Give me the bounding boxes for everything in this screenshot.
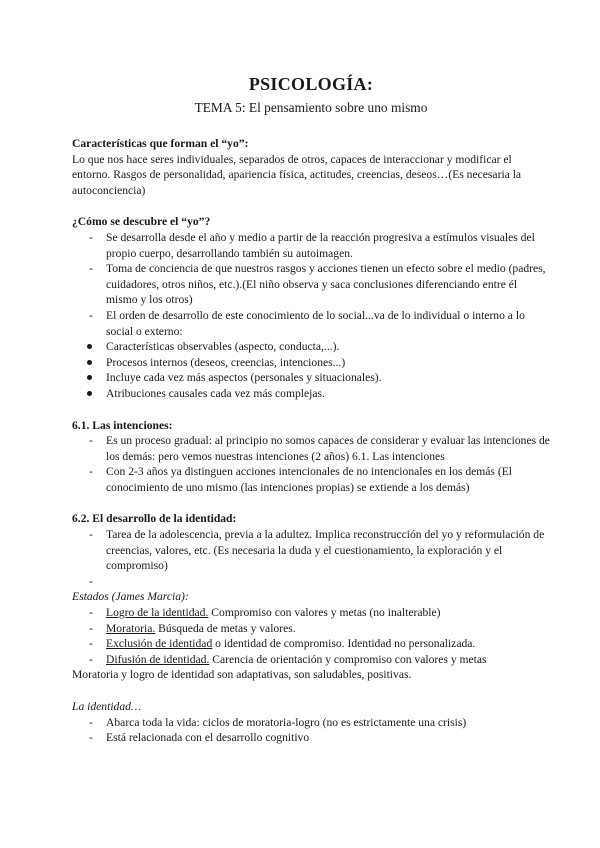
list-item	[72, 464, 550, 495]
section-intenciones	[72, 418, 550, 496]
list-item-text: Toma de conciencia de que nuestros rasgos y acciones tienen un efecto sobre el medio (padres, cuidadores, otros niños, etc.).(El niño observa y saca conclusiones diferenciando entre él mismo y los otros)	[106, 262, 546, 307]
dash-marker: -	[89, 308, 93, 322]
list-item	[72, 652, 550, 668]
list-item-text: Abarca toda la vida: ciclos de moratoria-logro (no es estrictamente una crisis)	[106, 715, 467, 729]
list-item-text: Está relacionada con el desarrollo cognitivo	[106, 731, 310, 745]
document-subtitle: TEMA 5: El pensamiento sobre uno mismo	[194, 100, 428, 115]
list-item	[72, 355, 550, 371]
bullet-icon	[87, 344, 92, 349]
dash-marker: -	[89, 434, 93, 448]
bullet-list	[72, 339, 550, 401]
list-item-text: Es un proceso gradual: al principio no somos capaces de considerar y evaluar las intenciones de los demás: pero vemos nuestras intenciones (2 años) 6.1. Las intenciones	[106, 434, 550, 463]
estado-term: Moratoria.	[106, 621, 156, 635]
dash-list	[72, 527, 550, 574]
estado-desc: Búsqueda de metas y valores.	[155, 621, 296, 635]
section-italic-title: La identidad…	[72, 700, 142, 713]
section-heading: 6.2. El desarrollo de la identidad:	[72, 512, 237, 526]
empty-dash: -	[89, 574, 93, 588]
dash-marker: -	[89, 230, 93, 244]
section-heading: Características que forman el “yo”:	[72, 137, 249, 150]
identidad-note: Moratoria y logro de identidad son adaptativas, son saludables, positivas.	[72, 668, 412, 682]
bullet-icon	[87, 360, 92, 365]
bullet-icon	[87, 391, 92, 396]
list-item-text: Características observables (aspecto, conducta,...).	[106, 340, 340, 354]
estado-desc: Carencia de orientación y compromiso con valores y metas	[209, 652, 487, 666]
estado-term: Difusión de identidad.	[106, 652, 210, 666]
dash-marker: -	[89, 637, 93, 651]
section-heading: ¿Cómo se descubre el “yo”?	[72, 215, 211, 229]
list-item-text: Incluye cada vez más aspectos (personales y situacionales).	[106, 371, 382, 385]
estados-title: Estados (James Marcia):	[72, 590, 189, 604]
dash-marker: -	[89, 528, 93, 542]
dash-list	[72, 715, 550, 746]
estado-desc: o identidad de compromiso. Identidad no personalizada.	[212, 637, 476, 651]
dash-marker: -	[89, 731, 93, 745]
estado-term: Exclusión de identidad	[106, 637, 213, 651]
list-item	[72, 730, 550, 746]
list-item	[72, 230, 550, 261]
dash-marker: -	[89, 606, 93, 620]
list-item	[72, 605, 550, 621]
section-caracteristicas	[72, 136, 550, 198]
estados-list	[72, 605, 550, 667]
section-descubre-yo	[72, 214, 550, 401]
list-item-text: El orden de desarrollo de este conocimiento de lo social...va de lo individual o interno a lo social o externo:	[106, 308, 525, 338]
list-item	[72, 370, 550, 386]
list-item	[72, 386, 550, 402]
dash-list	[72, 230, 550, 339]
list-item-text: Atribuciones causales cada vez más complejas.	[106, 386, 325, 400]
list-item-text: Se desarrolla desde el año y medio a partir de la reacción progresiva a estímulos visuales del propio cuerpo, desarrollando también su autoimagen.	[106, 230, 535, 260]
list-item	[72, 715, 550, 731]
list-item	[72, 636, 550, 652]
list-item-text: Con 2-3 años ya distinguen acciones intencionales de no intencionales en los demás (El conocimiento de uno mismo (las intenciones propias) se extiende a los demás)	[106, 465, 512, 494]
estado-desc: Compromiso con valores y metas (no inalterable)	[208, 606, 441, 620]
list-item	[72, 339, 550, 355]
list-item	[72, 308, 550, 339]
section-paragraph: Lo que nos hace seres individuales, separados de otros, capaces de interaccionar y modificar el entorno. Rasgos de personalidad, apariencia física, actitudes, creencias, deseos…(Es necesaria la autoconciencia)	[72, 152, 522, 197]
dash-marker: -	[89, 715, 93, 729]
document-title: PSICOLOGÍA:	[248, 74, 374, 94]
estado-term: Logro de la identidad.	[106, 606, 209, 620]
list-item	[72, 527, 550, 574]
dash-marker: -	[89, 652, 93, 666]
section-la-identidad	[72, 699, 550, 746]
list-item-text: Tarea de la adolescencia, previa a la adultez. Implica reconstrucción del yo y reformulación de creencias, valores, etc. (Es necesaria la duda y el cuestionamiento, la exploración y el compromiso)	[106, 528, 545, 573]
list-item-text: Procesos internos (deseos, creencias, intenciones...)	[106, 355, 346, 369]
list-item	[72, 433, 550, 464]
section-identidad	[72, 511, 550, 683]
list-item	[72, 621, 550, 637]
dash-list	[72, 433, 550, 495]
dash-marker: -	[89, 621, 93, 635]
dash-marker: -	[89, 465, 93, 479]
bullet-icon	[87, 375, 92, 380]
dash-marker: -	[89, 262, 93, 276]
section-heading: 6.1. Las intenciones:	[72, 418, 173, 432]
list-item	[72, 261, 550, 308]
